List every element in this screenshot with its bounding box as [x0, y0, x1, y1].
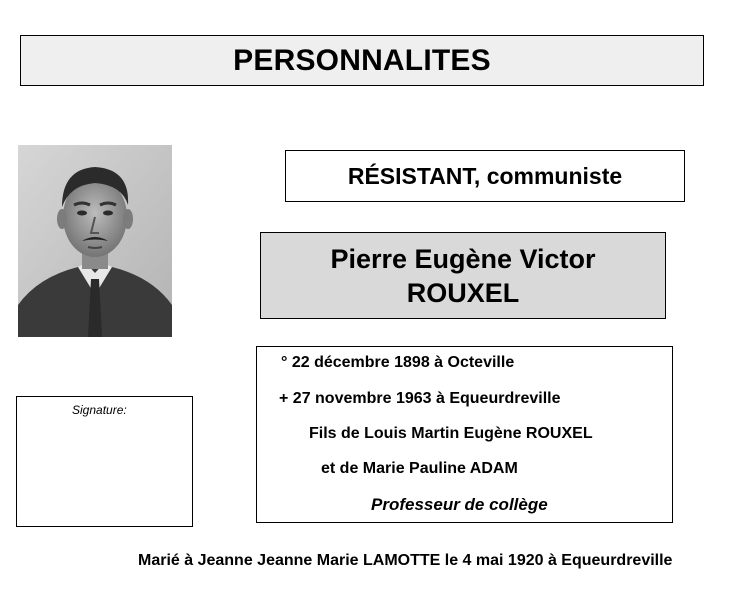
profession-line: Professeur de collège [371, 495, 548, 514]
last-name: ROUXEL [406, 277, 520, 308]
mother-line: et de Marie Pauline ADAM [321, 460, 518, 477]
signature-box [16, 396, 193, 527]
portrait-image [18, 145, 172, 337]
page-title-text: PERSONNALITES [233, 43, 491, 77]
role-text: RÉSISTANT, communiste [347, 162, 623, 189]
details-box [256, 346, 673, 523]
name-box [260, 232, 666, 319]
death-line: + 27 novembre 1963 à Equeurdreville [279, 390, 561, 407]
role-box [285, 150, 685, 202]
birth-line: ° 22 décembre 1898 à Octeville [281, 354, 515, 371]
portrait-photo [18, 145, 172, 337]
signature-label: Signature: [72, 403, 127, 417]
marriage-line: Marié à Jeanne Jeanne Marie LAMOTTE le 4 mai 1920 à Equeurdreville [138, 552, 673, 569]
page-title [20, 35, 704, 86]
first-names: Pierre Eugène Victor [330, 243, 596, 274]
father-line: Fils de Louis Martin Eugène ROUXEL [309, 425, 593, 442]
